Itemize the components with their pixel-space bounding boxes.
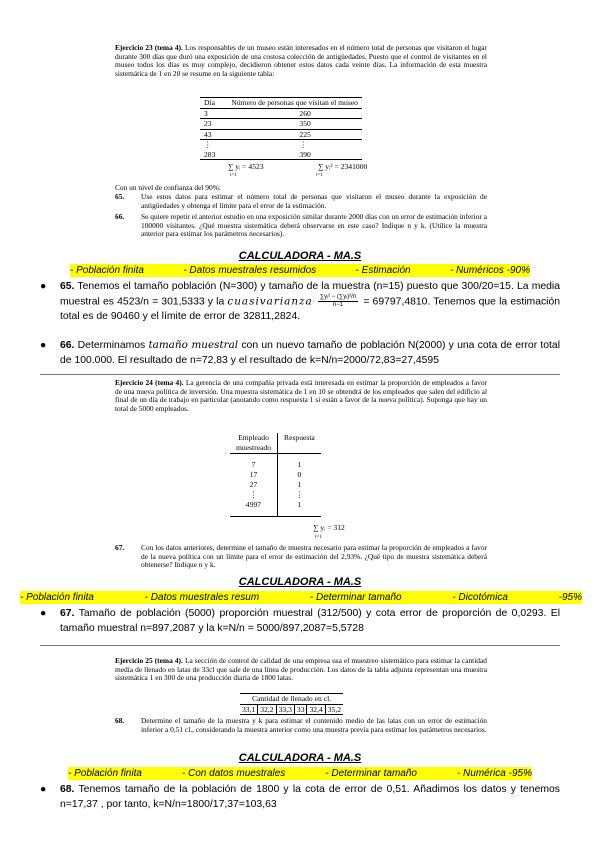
table-cell: 33 — [294, 704, 307, 715]
table-cell: 17 — [230, 470, 278, 480]
tag: -95% — [558, 592, 582, 603]
question-66 — [115, 213, 487, 239]
tag: - Población finita — [20, 592, 94, 603]
tag: - Estimación — [355, 265, 411, 276]
answer-text: = 69797,4810. Tenemos que la estimación total es de 90460 y el límite de error de 32811,2824. — [60, 296, 561, 323]
table-cell: 33,1 — [240, 704, 258, 715]
exercise-24-text: La gerencia de una compañía privada está interesada en estimar la proporción de empleados a favor de una nueva política de inversión. Una muestra sistemática de 1 en 10 se obtendrá de los empleados que salen del edificio al final de un día de trabajo en particular (anotando como respuesta 1 si están a favor de la nueva política). Suponga que hay un total de 5000 empleados. — [115, 378, 487, 413]
answer-number: 65. — [60, 281, 75, 292]
formula-numerator: ∑yᵢ² − (∑yᵢ)²/n — [319, 294, 357, 300]
sum-index: i=1 — [315, 535, 322, 540]
table-cell: 35,2 — [327, 704, 342, 714]
tag: - Numéricos -90% — [449, 265, 530, 276]
exercise-24-statement — [115, 379, 487, 413]
table-cell: 43 — [204, 129, 212, 139]
question-number: 68. — [115, 716, 125, 725]
answer-number: 68. — [60, 784, 75, 795]
answer-emphasis: tamaño muestral — [148, 339, 239, 351]
tag-bar — [20, 591, 582, 604]
question-text: Con los datos anteriores, determine el tamaño de muestra necesario para estimar la proporción de empleados a favor de la nueva política con un límite para el error de estimación del 2,93%. ¿Qué tipo de muestra sistemática deberá obtenerse? Indique n y k. — [141, 543, 487, 570]
question-65 — [115, 193, 487, 210]
table-cell: 32,2 — [258, 704, 276, 715]
table-header-line: muestreado — [236, 443, 272, 452]
table-cell: ⋮ — [299, 140, 307, 149]
formula-denominator: n−1 — [332, 302, 344, 308]
table-cell: 27 — [230, 480, 278, 490]
sum-y-formula: ∑ yᵢ = 4523 — [228, 162, 264, 171]
tag: - Dicotómica — [452, 592, 508, 603]
answer-67 — [40, 606, 560, 636]
tag: - Datos muestrales resumidos — [183, 265, 317, 276]
exercise-25-table — [240, 693, 343, 715]
table-cell: 260 — [299, 108, 311, 118]
tag: - Con datos muestrales — [181, 768, 286, 779]
bullet-icon: ● — [40, 608, 47, 619]
question-text: Use estos datos para estimar el número total de personas que visitaron el museo durante la exposición de antigüedades y obtenga el límite para el error de la estimación. — [141, 192, 487, 210]
tag: - Numérica -95% — [456, 768, 532, 779]
bullet-icon: ● — [40, 281, 47, 292]
table-cell: 33,3 — [276, 704, 294, 715]
table-cell: 3 — [204, 108, 208, 118]
sum-y-squared-formula: ∑ yᵢ² = 2341000 — [318, 162, 368, 171]
answer-65 — [40, 279, 560, 324]
answer-68 — [40, 782, 560, 812]
tag-bar — [70, 264, 530, 277]
cuasivarianza-formula — [318, 294, 358, 309]
exercise-25-heading: Ejercicio 25 (tema 4). — [115, 656, 183, 665]
exercise-23-table — [200, 97, 362, 160]
table-header-line: Empleado — [238, 433, 269, 442]
table-header-respuesta: Respuesta — [284, 433, 315, 442]
table-cell: 4997 — [230, 500, 278, 517]
exercise-23-heading: Ejercicio 23 (tema 4). — [115, 43, 183, 52]
table-cell: 283 — [204, 149, 216, 159]
exercise-25-statement — [115, 657, 487, 683]
table-cell: 1 — [297, 500, 302, 509]
answer-number: 66. — [60, 340, 75, 351]
question-68 — [115, 717, 487, 734]
answer-emphasis: cuasivarianza — [227, 295, 313, 308]
calculator-title: CALCULADORA - MA.S — [238, 576, 362, 588]
tag: - Determinar tamaño — [309, 592, 402, 603]
table-cell: 23 — [204, 119, 212, 128]
calculator-title: CALCULADORA - MA.S — [238, 250, 362, 262]
exercise-23-statement — [115, 44, 487, 78]
table-header-empleado — [230, 433, 278, 454]
answer-text: con un nuevo tamaño de población N(2000) y una cota de error total de 100.000. El resultado de n=72,83 y el resultado de k=N/n=2000/72,83=27,4595 — [60, 340, 561, 366]
question-number: 66. — [115, 212, 125, 221]
tag: - Población finita — [68, 768, 142, 779]
answer-text: Determinamos — [77, 340, 146, 351]
sum-y — [228, 162, 264, 171]
table-cell: 32,4 — [307, 704, 325, 715]
table-cell: ⋮ — [204, 140, 212, 149]
table-cell: 0 — [297, 470, 302, 479]
sum-index: i=1 — [316, 173, 323, 178]
bullet-icon: ● — [40, 340, 47, 351]
tag: - Población finita — [70, 265, 144, 276]
table-cell: ⋮ — [295, 490, 304, 499]
table-cell: 350 — [299, 119, 311, 128]
question-number: 67. — [115, 543, 125, 552]
table-header-dia: Día — [204, 98, 215, 107]
question-text: Se quiere repetir el anterior estudio en una exposición similar durante 2000 días con un error de estimación inferior a 100000 visitantes. ¿Qué muestra sistemática deberá observarse en este caso? Indique n y k. (Utilice la muestra anterior para estimar los parámetros necesarios). — [141, 212, 487, 239]
table-cell: 225 — [299, 129, 311, 139]
bullet-icon: ● — [40, 784, 47, 795]
tag-bar — [68, 767, 532, 780]
exercise-25-text: La sección de control de calidad de una empresa usa el muestreo sistemático para estimar la cantidad media de llenado en latas de 33cl que sale de una línea de producción. Los datos de la tabla adjunta representan una muestra sistemática 1 en 300 de una producción diaria de 1800 latas. — [115, 656, 487, 683]
question-67 — [115, 544, 487, 570]
tag: - Determinar tamaño — [325, 768, 417, 779]
table-cell: 1 — [297, 460, 302, 469]
divider — [40, 374, 560, 375]
table-cell: ⋮ — [230, 490, 278, 500]
exercise-24-table — [230, 433, 321, 517]
tag: - Datos muestrales resum — [144, 592, 260, 603]
sum-index: i=1 — [230, 173, 237, 178]
answer-text: Tenemos tamaño de la población de 1800 y la cota de error de 0,51. Añadimos los datos y tenemos n=17,37 , por tanto, k=N/n=1800/17,37=103,63 — [60, 784, 560, 810]
answer-66 — [40, 338, 560, 368]
divider — [40, 645, 560, 646]
table-cell: 390 — [299, 149, 311, 159]
answer-text: Tenemos el tamaño población (N=300) y tamaño de la muestra (n=15) puesto que 300/20=15. La media muestral es 4523/n = 301,5333 y la — [60, 281, 560, 308]
table-cell: 7 — [230, 454, 278, 471]
answer-text: Tamaño de población (5000) proporción muestral (312/500) y cota error de proporción de 0,0293. El tamaño muestral n=897,2087 y la k=N/n = 5000/897,2087=5,5728 — [60, 608, 560, 634]
exercise-24-heading: Ejercicio 24 (tema 4). — [115, 378, 184, 387]
table-header-llenado: Cantidad de llenado en cl. — [252, 694, 332, 703]
answer-number: 67. — [60, 608, 75, 619]
sum-responses: ∑ yᵢ = 312 — [313, 523, 345, 532]
confidence-level: Con un nivel de confianza del 90%: — [115, 183, 221, 192]
calculator-title: CALCULADORA - MA.S — [238, 752, 362, 764]
exercise-23-text: Los responsables de un museo están interesados en el número total de personas que visitaron el lugar durante 300 días que duró una exposición de una costosa colección de antigüedades. Puesto que el control de visitantes en el museo todos los días es muy complejo, decidieron obtener estos datos cada veinte días. La información de esta muestra sistemática de 1 en 20 se resume en la siguiente tabla: — [115, 43, 487, 78]
sum-y-squared — [318, 162, 367, 171]
table-header-personas: Número de personas que visitan el museo — [231, 98, 358, 107]
question-number: 65. — [115, 192, 125, 201]
table-cell: 1 — [297, 480, 302, 489]
question-text: Determine el tamaño de la muestra y k para estimar el contenido medio de las latas con un error de estimación inferior a 0,51 cl., considerando la muestra anterior como una muestra previa para estimar los parámetros necesarios. — [141, 716, 487, 734]
